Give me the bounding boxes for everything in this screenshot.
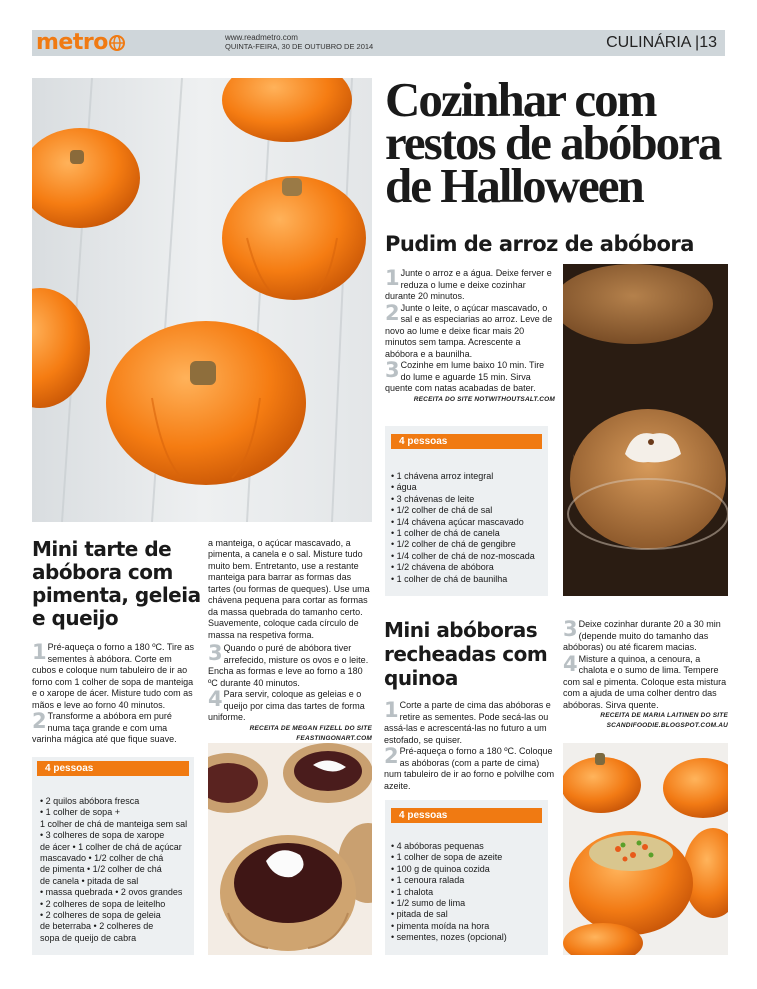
ingredient: • 1 colher de sopa +: [40, 807, 120, 818]
ingredient: • 1 cenoura ralada: [391, 875, 465, 886]
step-text: a manteiga, o açúcar mascavado, a pimenta, a canela e o sal. Misture tudo muito bem. Entretanto, use a restante manteiga para barrar as formas das tartes (ou formas de queques). Use uma chávena pequena para cortar as formas da massa quebrada do tamanho certo. Suavemente, coloque cada círculo de massa na respetiva forma.: [208, 537, 370, 640]
mini-step-2: [384, 746, 556, 792]
ingredient: de pimenta • 1/2 colher de chá: [40, 864, 162, 875]
globe-icon: [109, 35, 125, 51]
pudim-steps: [385, 268, 555, 405]
step-number: 2: [385, 300, 400, 325]
page-title: [385, 72, 730, 213]
mini-tarts-photo: [208, 743, 372, 955]
title-line-3: de Halloween: [385, 158, 643, 213]
step-number: 2: [384, 744, 399, 768]
rice-pudding-photo: [563, 264, 728, 596]
ingredient: • 1/2 sumo de lima: [391, 898, 466, 909]
step-number: 2: [32, 711, 47, 733]
step-number: 1: [32, 640, 47, 664]
ingredient: de ácer • 1 colher de chá de açúcar: [40, 841, 182, 852]
tarte-step-3: [208, 643, 372, 689]
tarte-step-2-continuation: [208, 537, 372, 641]
ingredient: sopa de queijo de cabra: [40, 932, 137, 943]
ingredient: • 2 quilos abóbora fresca: [40, 796, 140, 806]
credit-prefix: RECEITA DE MEGAN FIZELL DO SITE: [249, 724, 372, 732]
ingredient: • 2 colheres de sopa de leitelho: [40, 898, 166, 909]
ingredient: • 1 colher de sopa de azeite: [391, 852, 503, 863]
mini-ingredients-list: [385, 823, 548, 944]
ingredient: • massa quebrada • 2 ovos grandes: [40, 887, 183, 898]
pudim-ingredients-box: [385, 426, 548, 596]
step-number: 3: [208, 641, 223, 665]
metro-logo[interactable]: [36, 31, 125, 55]
tarte-steps-col2: [208, 537, 372, 744]
mini-step-4: [563, 651, 728, 712]
pudim-ingredients-list: [385, 449, 548, 585]
step-text: Junte o arroz e a água. Deixe ferver e reduza o lume e deixe cozinhar durante 20 minutos.: [385, 268, 552, 301]
step-number: 4: [208, 687, 223, 711]
ingredient: • 1/2 colher de chá de sal: [391, 505, 493, 516]
step-number: 3: [563, 617, 578, 641]
ingredient: de beterraba • 2 colheres de: [40, 921, 154, 932]
mini-ingredients-box: [385, 800, 548, 955]
ingredient: • pitada de sal: [391, 909, 448, 920]
tarte-title: Mini tarte de abóbora com pimenta, geleia e queijo: [32, 537, 201, 630]
step-text: Misture a quinoa, a cenoura, a chalota e o sumo de lima. Tempere com sal e pimenta. Coloque esta mistura com a ajuda de uma colher dentro das abóboras. Sirva quente.: [563, 653, 727, 710]
ingredient: • 1/2 colher de chá de gengibre: [391, 539, 516, 550]
stuffed-pumpkins-photo: [563, 743, 728, 955]
ingredient: • 1 chávena arroz integral: [391, 471, 494, 481]
tarte-servings: 4 pessoas: [37, 761, 189, 776]
site-url[interactable]: www.readmetro.com: [225, 33, 298, 42]
step-number: 1: [385, 266, 400, 290]
step-text: Deixe cozinhar durante 20 a 30 min (depende muito do tamanho das abóboras) ou até ficarem macias.: [563, 619, 721, 652]
credit-site[interactable]: FEASTINGONART.COM: [296, 734, 372, 742]
ingredient: • sementes, nozes (opcional): [391, 932, 507, 943]
ingredient: • 100 g de quinoa cozida: [391, 863, 490, 874]
mini-steps-col2: [563, 619, 728, 731]
step-text: Junte o leite, o açúcar mascavado, o sal e as especiarias ao arroz. Leve de novo ao lume e deixe ficar mais 20 minutos sem tampa. Acrescente a abóbora e a baunilha.: [385, 302, 553, 359]
ingredient: de canela • pitada de sal: [40, 875, 139, 886]
pumpkins-photo: [32, 78, 372, 522]
step-text: Corte a parte de cima das abóboras e retire as sementes. Pode secá-las ou assá-las e acrescentá-las no futuro a um estofado, se quiser.: [384, 700, 551, 745]
ingredient: • 3 colheres de sopa de xarope: [40, 830, 165, 841]
step-number: 1: [384, 698, 399, 722]
ingredient: • 1/4 chávena açúcar mascavado: [391, 516, 524, 527]
pudim-credit: [385, 395, 555, 405]
tarte-credit: [208, 724, 372, 744]
tarte-step-1: [32, 642, 194, 711]
ingredient: • 2 colheres de sopa de geleia: [40, 910, 161, 921]
step-text: Pré-aqueça o forno a 180 ºC. Coloque as abóboras (com a parte de cima) num tabuleiro de ir ao forno e polvilhe com azeite.: [384, 746, 555, 791]
step-text: Pré-aqueça o forno a 180 ºC. Tire as sementes à abóbora. Corte em cubos e coloque num tabuleiro de ir ao forno com 1 colher de sopa de manteiga e o xarope de ácer. Misture tudo com as mãos e leve ao forno 40 minutos.: [32, 642, 194, 710]
ingredient: mascavado • 1/2 colher de chá: [40, 853, 164, 864]
pudim-servings: 4 pessoas: [391, 434, 542, 449]
title-line-1: Cozinhar com: [385, 72, 656, 127]
section-page-label: CULINÁRIA |13: [606, 34, 717, 51]
pudim-step-1: [385, 268, 555, 303]
ingredient: • pimenta moída na hora: [391, 920, 490, 931]
step-number: 3: [385, 358, 400, 382]
mini-step-3: [563, 619, 728, 654]
mini-step-1: [384, 700, 556, 746]
pudim-title: Pudim de arroz de abóbora: [385, 232, 694, 256]
tarte-step-2: [32, 711, 194, 745]
ingredient: • 1 colher de chá de baunilha: [391, 573, 508, 584]
credit-prefix: RECEITA DO SITE: [413, 395, 475, 403]
ingredient: 1 colher de chá de manteiga sem sal: [40, 818, 188, 829]
step-text: Para servir, coloque as geleias e o queijo por cima das tartes de forma uniforme.: [208, 689, 365, 722]
mini-servings: 4 pessoas: [391, 808, 542, 823]
pudim-step-2: [385, 300, 555, 361]
mini-steps-col1: [384, 700, 556, 792]
tarte-steps-col1: [32, 642, 194, 745]
credit-prefix: RECEITA DE MARIA LAITINEN DO SITE: [600, 712, 728, 719]
credit-site[interactable]: SCANDIFOODIE.BLOGSPOT.COM.AU: [606, 722, 728, 729]
credit-site[interactable]: NOTWITHOUTSALT.COM: [474, 395, 555, 403]
ingredient: • 1 chalota: [391, 886, 434, 897]
ingredient: • 1 colher de chá de canela: [391, 528, 500, 539]
issue-date: QUINTA-FEIRA, 30 DE OUTUBRO DE 2014: [225, 42, 374, 51]
tarte-ingredients-box: [32, 757, 194, 955]
pudim-step-3: [385, 360, 555, 395]
mini-credit: [563, 711, 728, 731]
ingredient: • 4 abóboras pequenas: [391, 841, 484, 851]
step-text: Transforme a abóbora em puré numa taça grande e com uma varinha mágica até que fique suave.: [32, 711, 177, 744]
mini-aboboras-title: Mini abóboras recheadas com quinoa: [384, 618, 548, 690]
ingredient: • água: [391, 482, 417, 493]
step-number: 4: [563, 651, 578, 676]
ingredient: • 3 chávenas de leite: [391, 493, 475, 504]
tarte-step-2-continued: [208, 537, 372, 643]
tarte-ingredients-list: [32, 776, 194, 944]
step-text: Quando o puré de abóbora tiver arrefecido, misture os ovos e o leite. Encha as formas e leve ao forno a 180 ºC durante 40 minutos.: [208, 643, 369, 688]
logo-text: metro: [36, 30, 108, 55]
title-line-2: restos de abóbora: [385, 115, 721, 170]
step-text: Cozinhe em lume baixo 10 min. Tire do lume e aguarde 15 min. Sirva quente com natas acabadas de bater.: [385, 360, 545, 393]
ingredient: • 1/4 colher de chá de noz-moscada: [391, 550, 535, 561]
ingredient: • 1/2 chávena de abóbora: [391, 562, 494, 573]
tarte-step-4: [208, 689, 372, 724]
